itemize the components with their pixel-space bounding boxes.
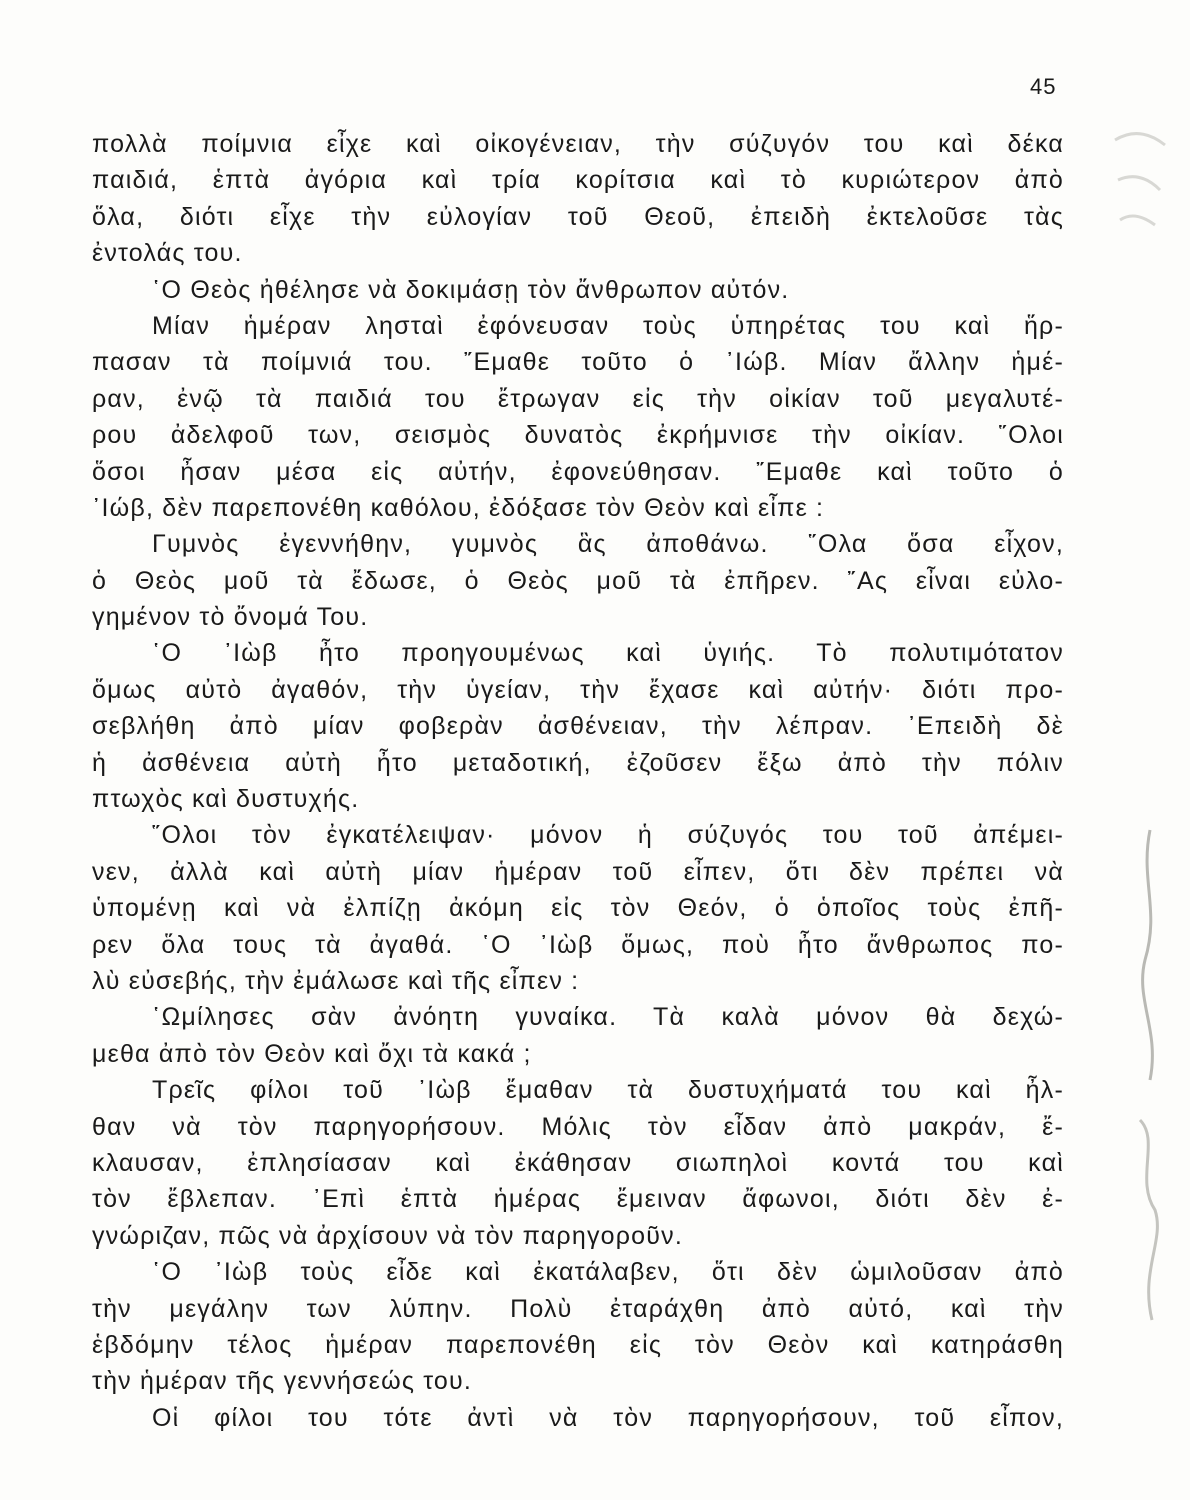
text-line: ρου ἀδελφοῦ των, σεισμὸς δυνατὸς ἐκρήμνισε τὴν οἰκίαν. ῞Ολοι [92,421,1064,450]
text-line: τὴν μεγάλην των λύπην. Πολὺ ἐταράχθη ἀπὸ αὐτό, καὶ τὴν [92,1294,1064,1323]
text-line: ῞Ολοι τὸν ἐγκατέλειψαν· μόνον ἡ σύζυγός του τοῦ ἀπέμει- [152,821,1064,850]
text-line: κλαυσαν, ἐπλησίασαν καὶ ἐκάθησαν σιωπηλοὶ κοντά του καὶ [92,1148,1064,1177]
text-line: ῾Ο Θεὸς ἠθέλησε νὰ δοκιμάσῃ τὸν ἄνθρωπον αὐτόν. [152,275,790,304]
text-line: ἡ ἀσθένεια αὐτὴ ἦτο μεταδοτική, ἐζοῦσεν ἔξω ἀπὸ τὴν πόλιν [92,748,1064,777]
text-line: ὅμως αὐτὸ ἀγαθόν, τὴν ὑγείαν, τὴν ἔχασε καὶ αὐτήν· διότι προ- [92,675,1064,704]
text-line: μεθα ἀπὸ τὸν Θεὸν καὶ ὄχι τὰ κακά ; [92,1039,532,1068]
text-line: ὅλα, διότι εἶχε τὴν εὐλογίαν τοῦ Θεοῦ, ἐπειδὴ ἐκτελοῦσε τὰς [92,202,1064,231]
text-line: ὅσοι ἦσαν μέσα εἰς αὐτήν, ἐφονεύθησαν. ῎Εμαθε καὶ τοῦτο ὁ [92,457,1064,486]
text-line: Γυμνὸς ἐγεννήθην, γυμνὸς ἃς ἀποθάνω. ῞Ολα ὅσα εἶχον, [152,530,1064,559]
text-line: Οἱ φίλοι του τότε ἀντὶ νὰ τὸν παρηγορήσουν, τοῦ εἶπον, [152,1403,1064,1432]
text-line: πασαν τὰ ποίμνιά του. ῎Εμαθε τοῦτο ὁ ᾿Ιώβ. Μίαν ἄλλην ἡμέ- [92,348,1064,377]
text-line: ραν, ἐνῷ τὰ παιδιά του ἔτρωγαν εἰς τὴν οἰκίαν τοῦ μεγαλυτέ- [92,384,1064,413]
text-line: ῾Ο ᾿Ιὼβ ἦτο προηγουμένως καὶ ὑγιής. Τὸ πολυτιμότατον [152,639,1064,668]
text-line: τὴν ἡμέραν τῆς γεννήσεώς του. [92,1367,473,1396]
text-line: ἐντολάς του. [92,239,243,268]
text-line: ῾Ωμίλησες σὰν ἀνόητη γυναίκα. Τὰ καλὰ μόνον θὰ δεχώ- [152,1003,1064,1032]
text-line: γνώριζαν, πῶς νὰ ἀρχίσουν νὰ τὸν παρηγοροῦν. [92,1221,683,1250]
text-line: Τρεῖς φίλοι τοῦ ᾿Ιὼβ ἔμαθαν τὰ δυστυχήματά του καὶ ἦλ- [152,1076,1064,1105]
text-line: ῾Ο ᾿Ιὼβ τοὺς εἶδε καὶ ἐκατάλαβεν, ὅτι δὲν ὡμιλοῦσαν ἀπὸ [152,1258,1064,1287]
text-line: ᾿Ιώβ, δὲν παρεπονέθη καθόλου, ἐδόξασε τὸν Θεὸν καὶ εἶπε : [92,493,825,522]
text-line: γημένον τὸ ὄνομά Του. [92,603,369,632]
text-line: ὑπομένῃ καὶ νὰ ἐλπίζῃ ἀκόμη εἰς τὸν Θεόν, ὁ ὁποῖος τοὺς ἐπῆ- [92,894,1064,923]
text-line: πολλὰ ποίμνια εἶχε καὶ οἰκογένειαν, τὴν σύζυγόν του καὶ δέκα [92,130,1064,158]
text-line: πτωχὸς καὶ δυστυχής. [92,785,360,814]
text-line: ἑβδόμην τέλος ἡμέραν παρεπονέθη εἰς τὸν Θεὸν καὶ κατηράσθη [92,1330,1064,1359]
text-line: τὸν ἔβλεπαν. ᾿Επὶ ἑπτὰ ἡμέρας ἔμειναν ἄφωνοι, διότι δὲν ἐ- [92,1185,1064,1214]
bleed-through-mark [1110,120,1170,240]
text-line: ρεν ὅλα τους τὰ ἀγαθά. ῾Ο ᾿Ιὼβ ὅμως, ποὺ ἦτο ἄνθρωπος πο- [92,930,1064,959]
text-line: παιδιά, ἑπτὰ ἀγόρια καὶ τρία κορίτσια καὶ τὸ κυριώτερον ἀπὸ [92,166,1064,195]
body-text [92,126,1064,1436]
text-line: λὺ εὐσεβής, τὴν ἐμάλωσε καὶ τῆς εἶπεν : [92,966,580,995]
text-line: θαν νὰ τὸν παρηγορήσουν. Μόλις τὸν εἶδαν ἀπὸ μακράν, ἔ- [92,1112,1064,1141]
text-line: σεβλήθη ἀπὸ μίαν φοβερὰν ἀσθένειαν, τὴν λέπραν. ᾿Επειδὴ δὲ [92,712,1064,741]
text-line: Μίαν ἡμέραν λησταὶ ἐφόνευσαν τοὺς ὑπηρέτας του καὶ ἥρ- [152,311,1064,340]
page-number: 45 [1030,74,1057,99]
text-line: ὁ Θεὸς μοῦ τὰ ἔδωσε, ὁ Θεὸς μοῦ τὰ ἐπῆρεν. ῎Ας εἶναι εὐλο- [92,566,1064,595]
text-line: νεν, ἀλλὰ καὶ αὐτὴ μίαν ἡμέραν τοῦ εἶπεν, ὅτι δὲν πρέπει νὰ [92,857,1064,886]
margin-handwriting [1120,820,1180,1340]
